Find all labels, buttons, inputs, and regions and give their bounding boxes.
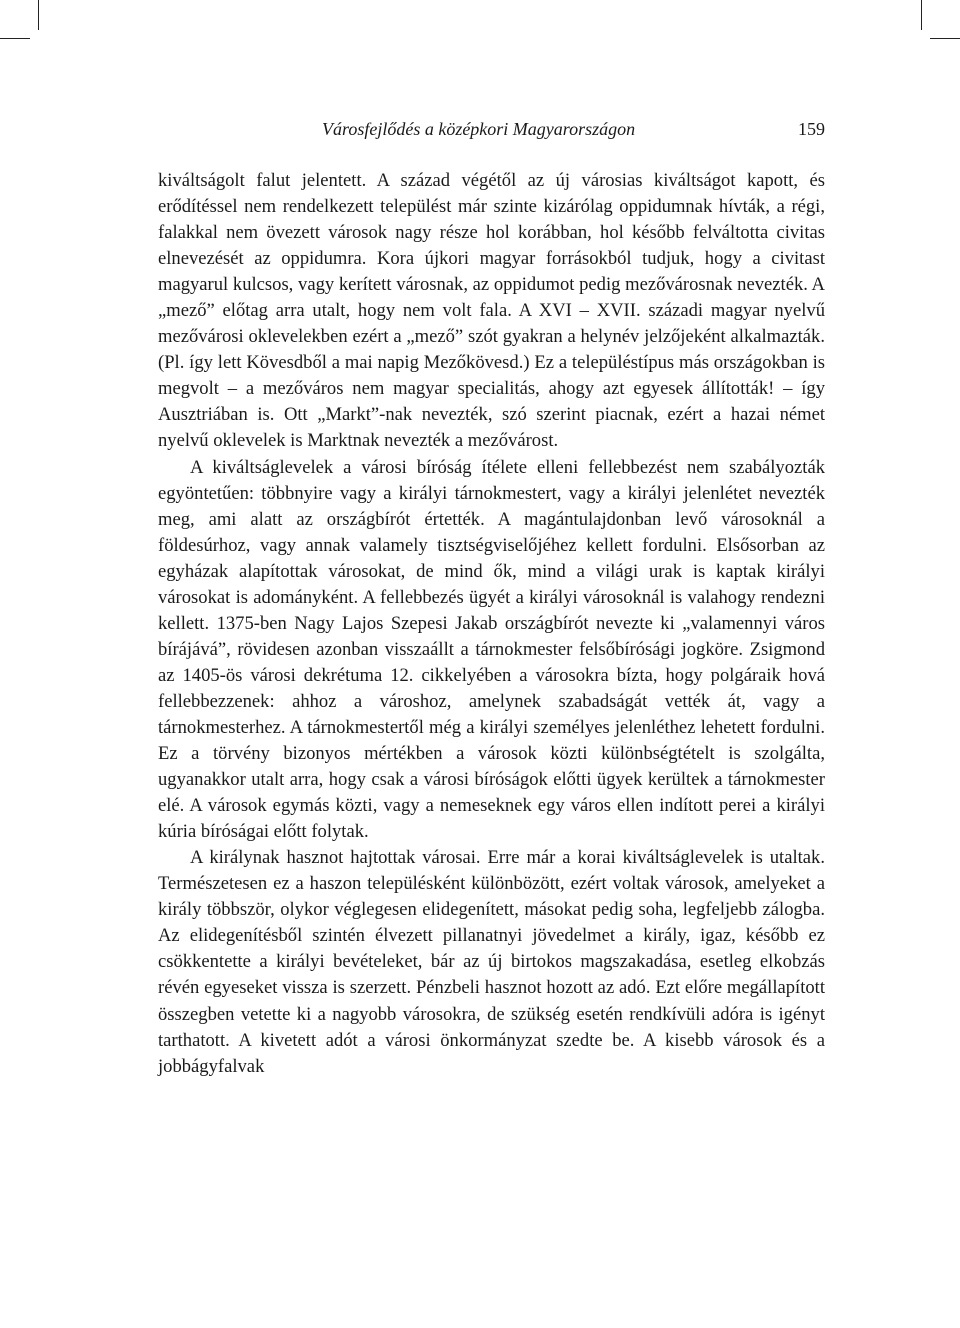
body-text (158, 168, 825, 1080)
paragraph-1: kiváltságolt falut jelentett. A század végétől az új városias kiváltságot kapott, és erődítéssel nem rendelkezett települést már szinte kizárólag oppidumnak hívták, a régi, falakkal nem övezett városok nagy része hol korábban, hol később felváltotta civitas elnevezését az oppidumra. Kora újkori magyar forrásokból tudjuk, hogy a civitast magyarul kulcsos, vagy kerített városnak, az oppidumot pedig mezővárosnak nevezték. A „mező” előtag arra utalt, hogy nem volt fala. A XVI – XVII. századi magyar nyelvű mezővárosi oklevelekben ezért a „mező” szót gyakran a helynév jelzőjeként alkalmazták. (Pl. így lett Kövesdből a mai napig Mezőkövesd.) Ez a településtípus más országokban is megvolt – a mezőváros nem magyar specialitás, ahogy azt egyesek állították! – így Ausztriában is. Ott „Markt”-nak nevezték, szó szerint piacnak, ezért a hazai német nyelvű oklevelek is Marktnak nevezték a mezővárost. (158, 170, 825, 452)
running-head (158, 116, 825, 142)
paragraph-2: A kiváltságlevelek a városi bíróság ítélete elleni fellebbezést nem szabályozták egyöntetűen: többnyire vagy a királyi tárnokmestert, vagy a királyi jelenlétet nevezték meg, ami alatt az országbírót értették. A magántulajdonban levő városoknál a földesúrhoz, vagy annak valamely tisztségviselőjéhez kellett fordulni. Elsősorban az egyházak alapítottak városokat, de mind ők, mind a világi urak is kaptak királyi városokat is adományként. A fellebbezés ügyét a királyi városoknál is valahogy rendezni kellett. 1375-ben Nagy Lajos Szepesi Jakab országbírót nevezte ki „valamennyi város bírájává”, rövidesen azonban visszaállt a tárnokmester felsőbírósági jogköre. Zsigmond az 1405-ös városi dekrétuma 12. cikkelyében a városokra bízta, hogy polgáraik hová fellebbezzenek: ahhoz a városhoz, amelynek szabadságát vették át, vagy a tárnokmesterhez. A tárnokmestertől még a királyi személyes jelenléthez lehetett fordulni. Ez a törvény bizonyos mértékben a városok közti különbségtételt is szolgálta, ugyanakkor utalt arra, hogy csak a városi bíróságok előtti ügyek kerültek a tárnokmester elé. A városok egymás közti, vagy a nemeseknek egy város ellen indított perei a királyi kúria bíróságai előtt folytak. (158, 456, 825, 843)
crop-mark-top-right-horizontal (930, 38, 960, 39)
running-title: Városfejlődés a középkori Magyarországon (322, 119, 636, 139)
page-number: 159 (798, 119, 825, 139)
crop-mark-top-left-horizontal (0, 38, 30, 39)
crop-mark-top-right-vertical (921, 0, 922, 30)
paragraph-3: A királynak hasznot hajtottak városai. Erre már a korai kiváltságlevelek is utaltak. Természetesen ez a haszon településként különbözött, ezért voltak városok, amelyeket a király többször, olykor véglegesen elidegenített, másokat pedig soha, legfeljebb zálogba. Az elidegenítésből szintén élvezett pillanatnyi jövedelmet a király, igaz, később ez csökkentette a királyi bevételeket, bár az új birtokos magszakadása, esetleg elkobzás révén egyeseket vissza is szerzett. Pénzbeli hasznot hozott az adó. Ezt előre megállapított összegben vetette ki a nagyobb városokra, de szükség esetén rendkívüli adóra is igényt tarthatott. A kivetett adót a városi önkormányzat szedte be. A kisebb városok és a jobbágyfalvak (158, 847, 825, 1077)
crop-mark-top-left-vertical (38, 0, 39, 30)
